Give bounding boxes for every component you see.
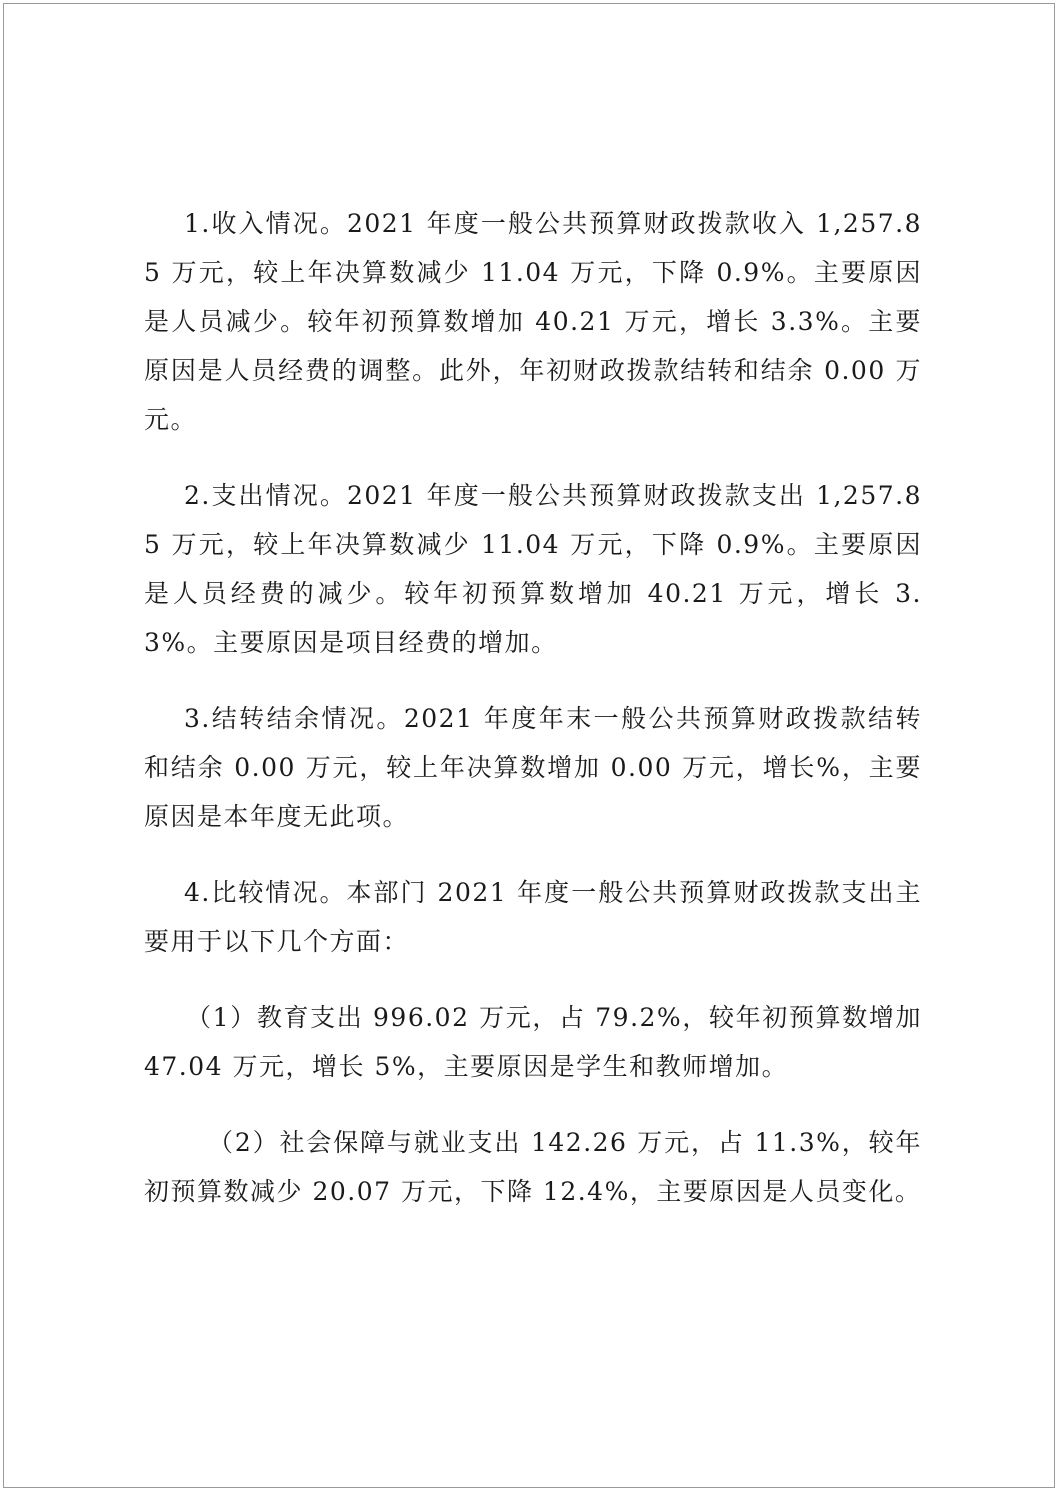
document-page: [3, 3, 1055, 1488]
paragraph-education: （1）教育支出 996.02 万元，占 79.2%，较年初预算数增加 47.04 万元，增长 5%，主要原因是学生和教师增加。: [144, 1003, 922, 1081]
paragraph-expenditure: 2.支出情况。2021 年度一般公共预算财政拨款支出 1,257.85 万元，较上年决算数减少 11.04 万元，下降 0.9%。主要原因是人员经费的减少。较年初预算数增加 40.21 万元，增长 3.3%。主要原因是项目经费的增加。: [144, 481, 922, 657]
document-body: [144, 199, 922, 1243]
paragraph-comparison: 4.比较情况。本部门 2021 年度一般公共预算财政拨款支出主要用于以下几个方面：: [144, 878, 922, 956]
paragraph-carryover: 3.结转结余情况。2021 年度年末一般公共预算财政拨款结转和结余 0.00 万元，较上年决算数增加 0.00 万元，增长%，主要原因是本年度无此项。: [144, 704, 922, 831]
paragraph-social-security: （2）社会保障与就业支出 142.26 万元，占 11.3%，较年初预算数减少 20.07 万元，下降 12.4%，主要原因是人员变化。: [144, 1128, 922, 1206]
paragraph-income: 1.收入情况。2021 年度一般公共预算财政拨款收入 1,257.85 万元，较上年决算数减少 11.04 万元，下降 0.9%。主要原因是人员减少。较年初预算数增加 40.21 万元，增长 3.3%。主要原因是人员经费的调整。此外，年初财政拨款结转和结余 0.00 万元。: [144, 209, 922, 434]
